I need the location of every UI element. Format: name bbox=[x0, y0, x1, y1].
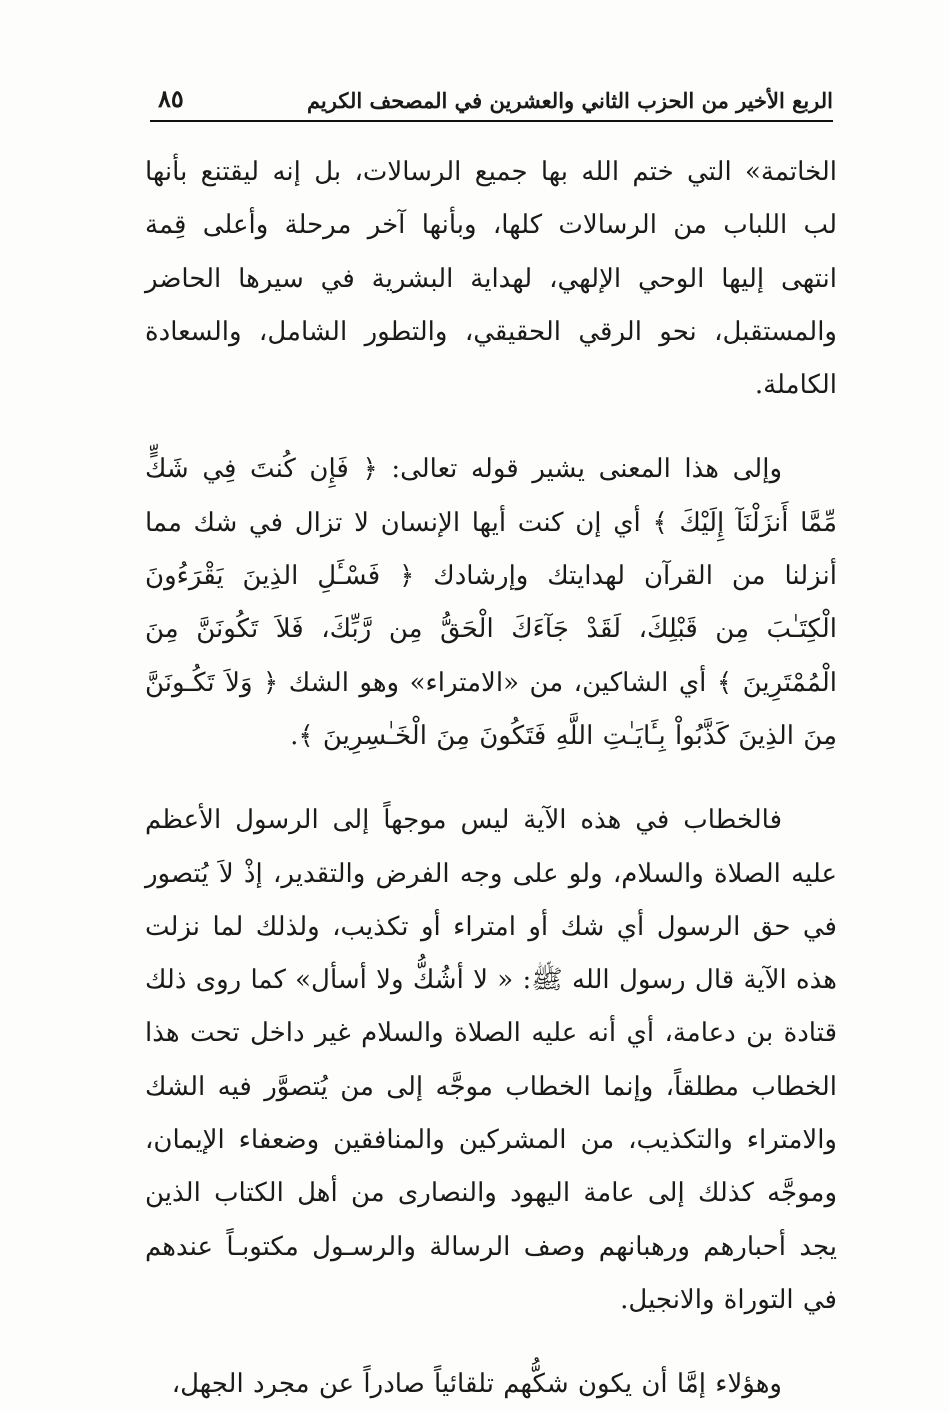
paragraph-1: الخاتمة» التي ختم الله بها جميع الرسالات، بل إنه ليقتنع بأنها لب اللباب من الرسالات كلها، وبأنها آخر مرحلة وأعلى قِمة انتهى إليها الوحي الإلهي، لهداية البشرية في سيرها الحاضر والمستقبل، نحو الرقي الحقيقي، والتطور الشامل، والسعادة الكاملة. bbox=[145, 157, 837, 401]
paragraph-2: وإلى هذا المعنى يشير قوله تعالى: ﴿ فَإِن كُنتَ فِي شَكٍّ مِّمَّا أَنزَلْنَآ إِلَيْكَ ﴾ أي إن كنت أيها الإنسان لا تزال في شك مما أنزلنا من القرآن لهدايتك وإرشادك ﴿ فَسْـَٔلِ الذِينَ يَقْرَءُونَ الْكِتَـٰبَ مِن قَبْلِكَ، لَقَدْ جَآءَكَ الْحَقُّ مِن رَّبِّكَ، فَلاَ تَكُونَنَّ مِنَ الْمُمْتَرِينَ ﴾ أي الشاكين، من «الامتراء» وهو الشك ﴿ وَلاَ تَكُـونَنَّ مِنَ الذِينَ كَذَّبُواْ بِـَٔايَـٰتِ اللَّهِ فَتَكُونَ مِنَ الْخَـٰسِرِينَ ﴾. bbox=[145, 454, 837, 751]
paragraph-4: وهؤلاء إمَّا أن يكون شكُّهم تلقائياً صادراً عن مجرد الجهل، bbox=[171, 1369, 782, 1400]
running-title: الربع الأخير من الحزب الثاني والعشرين في المصحف الكريم bbox=[306, 88, 833, 113]
page-header bbox=[150, 82, 833, 122]
body-text bbox=[145, 146, 837, 1412]
paragraph-3: فالخطاب في هذه الآية ليس موجهاً إلى الرسول الأعظم عليه الصلاة والسلام، ولو على وجه الفرض والتقدير، إذْ لاَ يُتصور في حق الرسول أي شك أو امتراء أو تكذيب، ولذلك لما نزلت هذه الآية قال رسول الله ﷺ: « لا أشُكُّ ولا أسأل» كما روى ذلك قتادة بن دعامة، أي أنه عليه الصلاة والسلام غير داخل تحت هذا الخطاب مطلقاً، وإنما الخطاب موجَّه إلى من يُتصوَّر فيه الشك والامتراء والتكذيب، من المشركين والمنافقين وضعفاء الإيمان، وموجَّه كذلك إلى عامة اليهود والنصارى من أهل الكتاب الذين يجد أحبارهم ورهبانهم وصف الرسالة والرسـول مكتوبـاً عندهم في التوراة والانجيل. bbox=[145, 805, 837, 1315]
header-rule bbox=[150, 120, 833, 122]
page-number: ٨٥ bbox=[158, 84, 184, 113]
